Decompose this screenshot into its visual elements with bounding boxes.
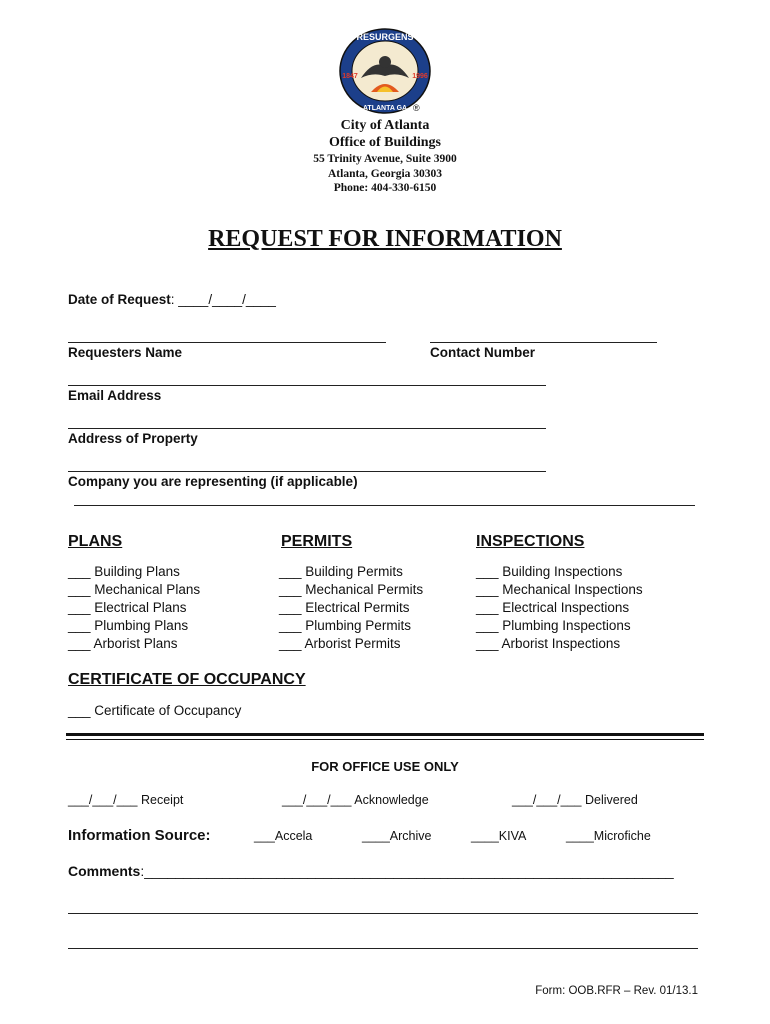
plans-list xyxy=(68,563,200,653)
delivered-date-field[interactable]: ___/___/___ Delivered xyxy=(512,793,638,807)
office-phone: Phone: 404-330-6150 xyxy=(333,182,437,194)
information-source-label: Information Source: xyxy=(68,827,211,844)
plans-option-electrical[interactable]: ___ Electrical Plans xyxy=(68,600,187,615)
source-option-kiva[interactable]: ____KIVA xyxy=(471,829,527,843)
receipt-date-field[interactable]: ___/___/___ Receipt xyxy=(68,793,184,807)
occupancy-heading: CERTIFICATE OF OCCUPANCY xyxy=(68,671,306,688)
permits-heading: PERMITS xyxy=(281,533,353,550)
inspections-heading: INSPECTIONS xyxy=(476,533,585,550)
plans-heading: PLANS xyxy=(68,533,123,550)
email-address-field[interactable] xyxy=(68,385,546,386)
office-use-divider-thin xyxy=(66,739,704,740)
date-of-request[interactable] xyxy=(68,292,276,307)
permits-option-building[interactable]: ___ Building Permits xyxy=(279,564,403,579)
plans-option-building[interactable]: ___ Building Plans xyxy=(68,564,180,579)
inspections-option-arborist[interactable]: ___ Arborist Inspections xyxy=(476,636,621,651)
comments-field[interactable] xyxy=(68,863,674,879)
contact-number-field[interactable] xyxy=(430,342,657,343)
plans-option-arborist[interactable]: ___ Arborist Plans xyxy=(68,636,178,651)
inspections-list xyxy=(476,563,643,653)
email-address-label: Email Address xyxy=(68,388,162,403)
property-address-field[interactable] xyxy=(68,428,546,429)
office-address-line2: Atlanta, Georgia 30303 xyxy=(327,168,443,180)
city-seal-logo xyxy=(335,26,435,116)
inspections-option-building[interactable]: ___ Building Inspections xyxy=(476,564,623,579)
page-title: REQUEST FOR INFORMATION xyxy=(208,226,562,252)
inspections-option-mechanical[interactable]: ___ Mechanical Inspections xyxy=(476,582,643,597)
office-use-heading: FOR OFFICE USE ONLY xyxy=(311,759,459,774)
comments-line[interactable]: :____________________________________________________________________ xyxy=(140,863,674,879)
property-address-label: Address of Property xyxy=(68,431,198,446)
date-of-request-blank[interactable]: : ____/____/____ xyxy=(170,292,276,307)
svg-text:ATLANTA GA: ATLANTA GA xyxy=(362,105,408,112)
company-label: Company you are representing (if applicable) xyxy=(68,474,358,489)
contact-number-label: Contact Number xyxy=(430,345,536,360)
plans-option-plumbing[interactable]: ___ Plumbing Plans xyxy=(68,618,189,633)
date-of-request-label: Date of Request xyxy=(68,292,171,307)
svg-text:1996: 1996 xyxy=(412,73,428,80)
permits-option-arborist[interactable]: ___ Arborist Permits xyxy=(279,636,401,651)
permits-option-mechanical[interactable]: ___ Mechanical Permits xyxy=(279,582,424,597)
form-revision-footer: Form: OOB.RFR – Rev. 01/13.1 xyxy=(535,985,698,997)
office-address-line1: 55 Trinity Avenue, Suite 3900 xyxy=(313,153,457,165)
requester-name-label: Requesters Name xyxy=(68,345,183,360)
acknowledge-date-field[interactable]: ___/___/___ Acknowledge xyxy=(282,793,429,807)
company-field[interactable] xyxy=(68,471,546,472)
requester-name-field[interactable] xyxy=(68,342,386,343)
svg-text:1847: 1847 xyxy=(342,73,358,80)
comments-line-3[interactable] xyxy=(68,948,698,949)
permits-option-electrical[interactable]: ___ Electrical Permits xyxy=(279,600,410,615)
plans-option-mechanical[interactable]: ___ Mechanical Plans xyxy=(68,582,201,597)
permits-option-plumbing[interactable]: ___ Plumbing Permits xyxy=(279,618,412,633)
permits-list xyxy=(279,563,423,653)
source-option-archive[interactable]: ____Archive xyxy=(362,829,432,843)
section-divider xyxy=(74,505,695,506)
occupancy-option[interactable]: ___ Certificate of Occupancy xyxy=(68,703,242,718)
comments-line-2[interactable] xyxy=(68,913,698,914)
comments-label: Comments xyxy=(68,863,141,879)
city-name: City of Atlanta xyxy=(340,118,430,133)
source-option-accela[interactable]: ___Accela xyxy=(254,829,313,843)
inspections-option-electrical[interactable]: ___ Electrical Inspections xyxy=(476,600,630,615)
svg-text:RESURGENS: RESURGENS xyxy=(356,32,414,42)
office-name: Office of Buildings xyxy=(328,135,441,150)
source-option-microfiche[interactable]: ____Microfiche xyxy=(566,829,651,843)
registered-mark: ® xyxy=(413,103,420,113)
office-use-divider xyxy=(66,733,704,736)
inspections-option-plumbing[interactable]: ___ Plumbing Inspections xyxy=(476,618,631,633)
